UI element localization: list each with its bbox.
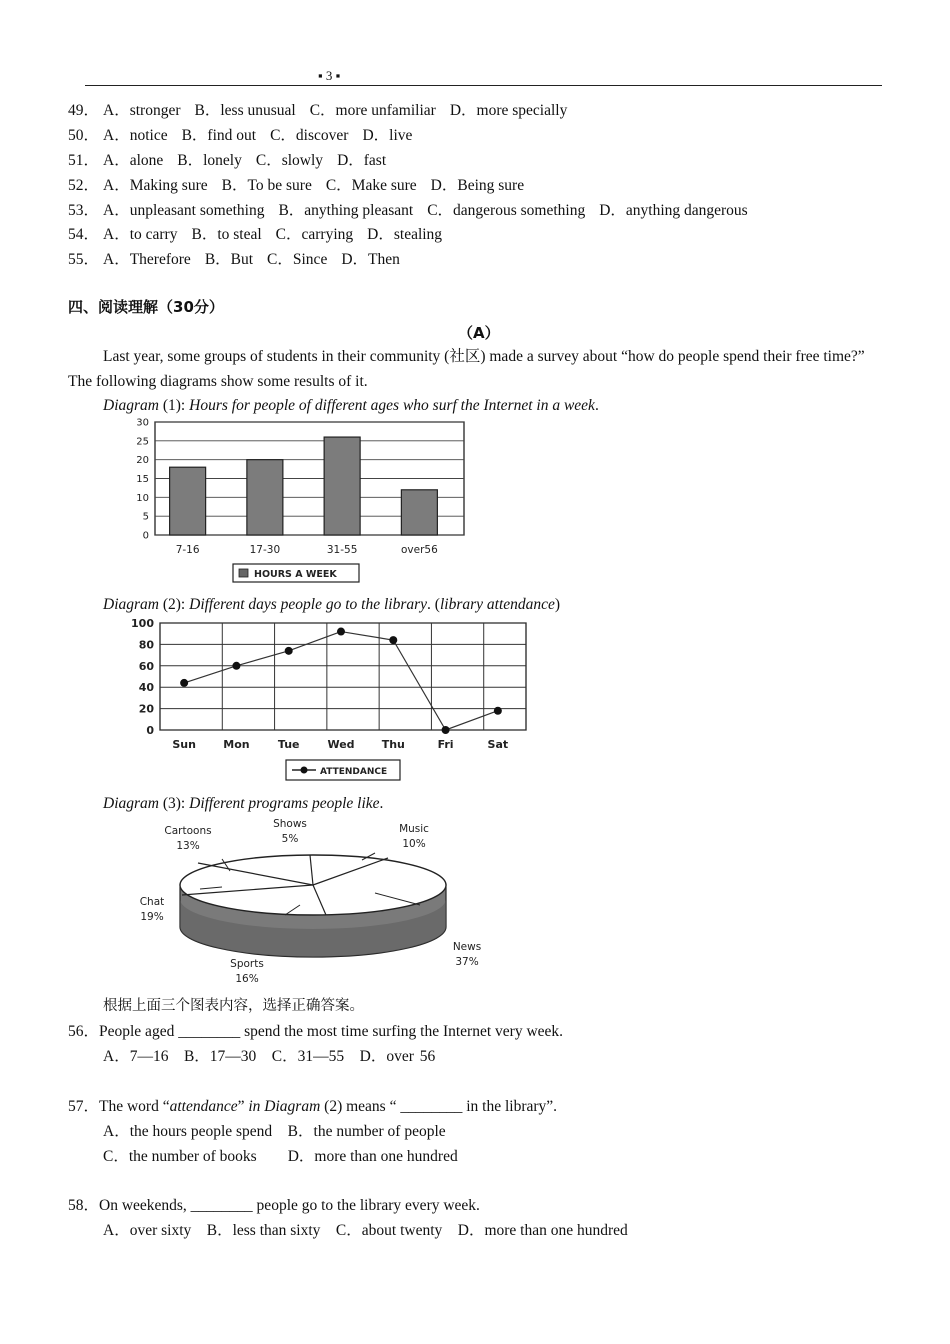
data-point [389, 636, 397, 644]
slice-label: Music [399, 823, 429, 835]
y-tick-label: 100 [131, 617, 154, 630]
slice-value: 13% [176, 840, 200, 852]
bar [247, 460, 283, 535]
option-a: A．to carry [103, 226, 178, 243]
section-title: 四、阅读理解（30分） [68, 298, 224, 316]
y-tick-label: 5 [142, 511, 149, 523]
option-d: D．Then [341, 251, 400, 268]
caption-number: (2): [162, 596, 190, 613]
slice-label: Sports [230, 958, 264, 970]
option-row-55 [68, 247, 414, 269]
page-number: ▪ 3 ▪ [318, 68, 341, 83]
x-tick-label: 31-55 [326, 544, 358, 556]
data-point [494, 707, 502, 715]
caption-mid: . ( [427, 596, 440, 613]
question-number: 54． [68, 226, 100, 243]
caption-end: . [594, 397, 599, 414]
option-b: B．lonely [177, 152, 242, 169]
option-d: D．stealing [367, 226, 443, 243]
slice-value: 10% [402, 838, 426, 850]
passage-text: Last year, some groups of students in their community (社区) made a survey about “how do people spend their free time?” The following diagrams show some results of it. [68, 348, 865, 390]
slice-label: News [452, 941, 482, 953]
question-57 [68, 1094, 557, 1116]
caption-number: (1): [162, 397, 190, 414]
y-tick-label: 80 [138, 638, 154, 652]
option-row-54 [68, 222, 456, 244]
legend-label: ATTENDANCE [320, 767, 388, 777]
pie-chart [130, 815, 500, 990]
option-a: A．Therefore [103, 251, 191, 268]
option-row-52 [68, 173, 538, 195]
option-b: B．To be sure [221, 177, 312, 194]
stem-part: ” [237, 1098, 249, 1115]
option-a: A．Making sure [103, 177, 208, 194]
option-c: C．dangerous something [427, 202, 586, 219]
question-number: 55． [68, 251, 100, 268]
y-tick-label: 20 [138, 702, 154, 716]
bar-chart [130, 415, 480, 590]
question-number: 50． [68, 127, 100, 144]
question-57-options-cd: C．the number of books D．more than one hundred [103, 1148, 458, 1165]
legend-swatch [239, 569, 248, 577]
bar [401, 490, 437, 535]
option-c: C．discover [270, 127, 349, 144]
x-tick-label: Tue [277, 738, 300, 751]
bar [324, 437, 360, 535]
passage-label: （A） [458, 324, 500, 342]
caption-label: Diagram [103, 795, 159, 812]
option-a: A．notice [103, 127, 168, 144]
x-tick-label: 17-30 [249, 544, 281, 556]
option-c: C．Make sure [325, 177, 417, 194]
slice-label: Cartoons [164, 825, 212, 837]
question-number: 52． [68, 177, 100, 194]
caption-desc: Hours for people of different ages who surf the Internet in a week [189, 397, 595, 414]
option-d: D．fast [337, 152, 387, 169]
data-point [180, 679, 188, 687]
option-row-50 [68, 123, 426, 145]
header-rule [85, 85, 882, 86]
slice-value: 5% [281, 833, 299, 845]
bar [170, 467, 206, 535]
line-chart [130, 615, 540, 787]
x-tick-label: 7-16 [175, 544, 200, 556]
option-a: A．stronger [103, 102, 181, 119]
option-c: C．Since [267, 251, 328, 268]
option-c: C．more unfamiliar [309, 102, 436, 119]
question-number: 53． [68, 202, 100, 219]
option-b: B．less unusual [194, 102, 296, 119]
slice-label: Shows [273, 818, 307, 830]
legend-label: HOURS A WEEK [254, 569, 337, 580]
data-point [285, 647, 293, 655]
option-a: A．unpleasant something [103, 202, 265, 219]
data-point [337, 628, 345, 636]
option-d: D．anything dangerous [599, 202, 748, 219]
caption-end: ) [554, 596, 561, 613]
option-b: B．But [204, 251, 254, 268]
data-point [442, 726, 450, 734]
caption-number: (3): [162, 795, 190, 812]
x-tick-label: Mon [223, 738, 250, 751]
y-tick-label: 10 [136, 492, 149, 504]
caption-end: . [379, 795, 384, 812]
question-57-options-ab: A．the hours people spend B．the number of people [103, 1123, 446, 1140]
x-tick-label: Thu [381, 738, 405, 751]
diagram2-caption [103, 596, 560, 614]
option-c: C．slowly [255, 152, 324, 169]
option-row-51 [68, 148, 400, 170]
question-number: 51． [68, 152, 100, 169]
question-56: 56．People aged ________ spend the most time surfing the Internet very week. [68, 1023, 564, 1040]
option-d: D．Being sure [430, 177, 525, 194]
caption-desc: Different programs people like [189, 795, 380, 812]
y-tick-label: 60 [138, 659, 154, 673]
x-tick-label: Wed [327, 738, 355, 751]
plot-frame [160, 623, 526, 730]
stem-italic: in Diagram [248, 1098, 321, 1115]
slice-value: 37% [455, 956, 479, 968]
y-tick-label: 25 [136, 436, 149, 448]
caption-desc: Different days people go to the library [189, 596, 428, 613]
diagram3-caption [103, 795, 383, 813]
option-a: A．alone [103, 152, 164, 169]
slice-value: 16% [235, 973, 259, 985]
legend-marker [301, 767, 308, 774]
option-row-53 [68, 198, 762, 220]
stem-part: (2) means “ ________ in the library”. [320, 1098, 558, 1115]
option-b: B．anything pleasant [278, 202, 414, 219]
question-number: 49． [68, 102, 100, 119]
question-56-options: A．7—16 B．17—30 C．31—55 D．over 56 [103, 1048, 436, 1065]
slice-value: 19% [140, 911, 164, 923]
instruction: 根据上面三个图表内容，选择正确答案。 [103, 998, 364, 1014]
x-tick-label: over56 [400, 544, 438, 556]
slice-label: Chat [139, 896, 165, 908]
x-tick-label: Sun [172, 738, 196, 751]
y-tick-label: 20 [136, 455, 149, 467]
question-58: 58．On weekends, ________ people go to the library every week. [68, 1197, 480, 1214]
x-tick-label: Sat [487, 738, 509, 751]
caption-desc2: library attendance [439, 596, 555, 613]
stem-part: 57．The word “ [68, 1098, 170, 1115]
y-tick-label: 30 [136, 417, 149, 429]
caption-label: Diagram [103, 397, 159, 414]
caption-label: Diagram [103, 596, 159, 613]
option-row-49 [68, 98, 581, 120]
x-tick-label: Fri [437, 738, 454, 751]
option-b: B．find out [181, 127, 257, 144]
stem-italic: attendance [169, 1098, 238, 1115]
y-tick-label: 0 [146, 724, 154, 737]
option-d: D．more specially [449, 102, 568, 119]
diagram1-caption [103, 397, 599, 415]
y-tick-label: 15 [136, 474, 149, 485]
data-point [232, 662, 240, 670]
y-tick-label: 40 [138, 681, 154, 695]
option-c: C．carrying [275, 226, 354, 243]
option-b: B．to steal [191, 226, 262, 243]
y-tick-label: 0 [142, 530, 149, 542]
option-d: D．live [362, 127, 413, 144]
question-58-options: A．over sixty B．less than sixty C．about twenty D．more than one hundred [103, 1222, 628, 1239]
